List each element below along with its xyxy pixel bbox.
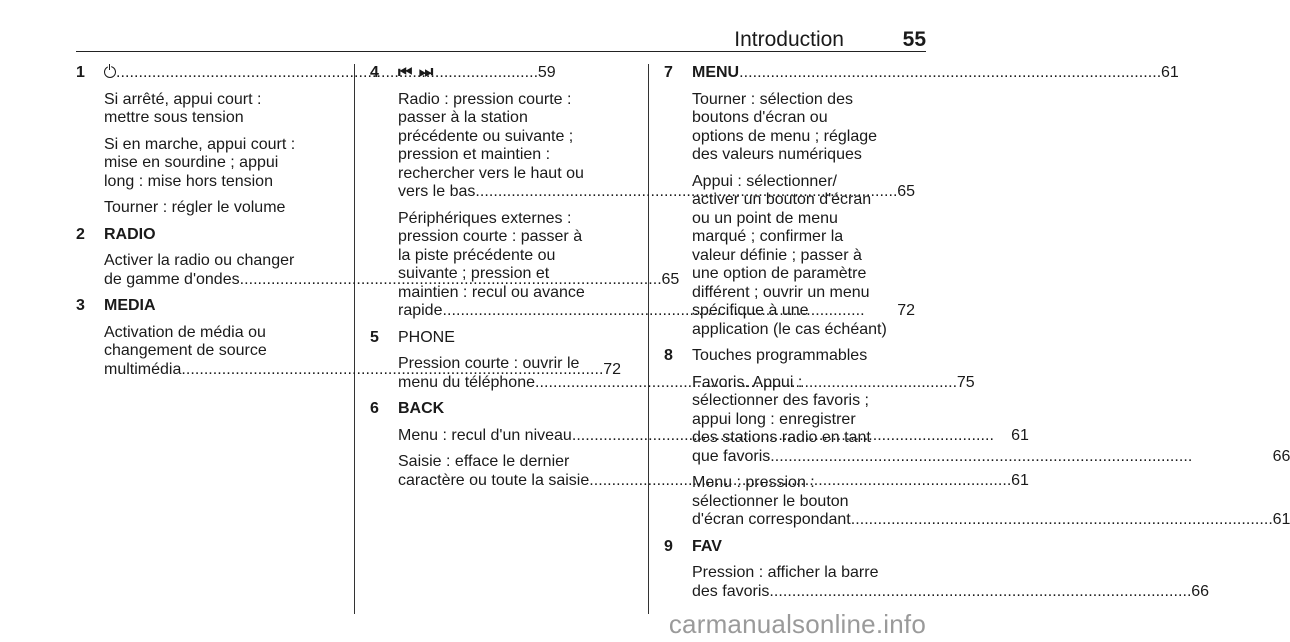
header-rule (76, 51, 926, 52)
item-title: FAV (692, 537, 722, 555)
page-ref: 66 (1272, 447, 1290, 465)
item-number: 1 (76, 64, 85, 81)
item-title: MENU (692, 64, 740, 81)
paragraph: Pression courte : ouvrir le menu du téléphone . . . 75 (398, 355, 975, 392)
item-number: 7 (664, 64, 673, 81)
item-number: 8 (664, 347, 673, 364)
item-number: 3 (76, 297, 85, 314)
page-ref: 59 (537, 64, 556, 81)
watermark: carmanualsonline.info (668, 609, 926, 639)
item-heading (692, 64, 1179, 83)
page-ref: 72 (603, 360, 622, 378)
page-header (76, 28, 926, 52)
paragraph: Tourner : régler le volume (104, 199, 286, 216)
page-ref: 61 (1011, 471, 1029, 489)
power-icon (104, 66, 116, 78)
list-item-6 (370, 400, 1029, 490)
item-title: PHONE (398, 328, 455, 346)
item-number: 9 (664, 537, 673, 555)
paragraph: Activer la radio ou changer de gamme d'ondes . . . 65 (104, 252, 679, 289)
paragraph: Favoris. Appui : sélectionner des favoris ; appui long : enregistrer des stations radio en tant que favoris . . . 66 (692, 374, 1290, 467)
list-item-7 (664, 64, 1179, 339)
list-item-1 (76, 64, 556, 218)
paragraph: Radio : pression courte : passer à la station précédente ou suivante ; pression et maintien : rechercher vers le haut ou vers le bas . . . 65 (398, 91, 915, 202)
skip-back-forward-icon: ⏮ ⏭ (398, 64, 435, 81)
paragraph: Tourner : sélection des boutons d'écran ou options de menu ; réglage des valeurs numériques (692, 90, 878, 163)
paragraph: Appui : sélectionner/ activer un bouton d'écran ou un point de menu marqué ; confirmer la valeur définie ; passer à une option de paramètre différent ; ouvrir un menu spécifique à une application (le cas échéant) (692, 172, 887, 338)
page-title: Introduction (734, 28, 844, 51)
page-ref: 61 (1272, 511, 1290, 528)
list-item-2 (76, 225, 680, 290)
page-ref: 75 (956, 373, 975, 391)
page-ref: 61 (1011, 426, 1029, 444)
item-title: MEDIA (104, 297, 156, 314)
paragraph: Activation de média ou changement de source multimédia . . . 72 (104, 324, 621, 380)
page-ref: 66 (1191, 582, 1210, 600)
list-item-9 (664, 537, 1210, 602)
page-ref: 72 (897, 302, 916, 319)
item-title: BACK (398, 400, 445, 417)
item-number: 2 (76, 225, 85, 243)
item-number: 5 (370, 328, 379, 346)
paragraph: Si arrêté, appui court : mettre sous tension (104, 90, 262, 126)
paragraph: Saisie : efface le dernier caractère ou toute la saisie . . . 61 (398, 453, 1029, 490)
page-number: 55 (902, 28, 926, 51)
item-title: Touches programmables (692, 347, 868, 364)
page-ref: 65 (897, 183, 916, 200)
item-title: RADIO (104, 225, 156, 243)
paragraph: Pression : afficher la barre des favoris . . . 66 (692, 564, 1209, 601)
paragraph: Menu : recul d'un niveau . . . 61 (398, 427, 1029, 446)
item-number: 4 (370, 64, 379, 81)
item-number: 6 (370, 400, 379, 417)
paragraph: Menu : pression : sélectionner le bouton d'écran correspondant . . . 61 (692, 474, 1290, 530)
paragraph: Périphériques externes : pression courte : passer à la piste précédente ou suivante ; pression et maintien : recul ou avance rapide . . . 72 (398, 210, 915, 321)
page-ref: 61 (1160, 64, 1179, 81)
page-ref: 65 (661, 270, 680, 288)
paragraph: Si en marche, appui court : mise en sourdine ; appui long : mise hors tension (104, 135, 296, 190)
